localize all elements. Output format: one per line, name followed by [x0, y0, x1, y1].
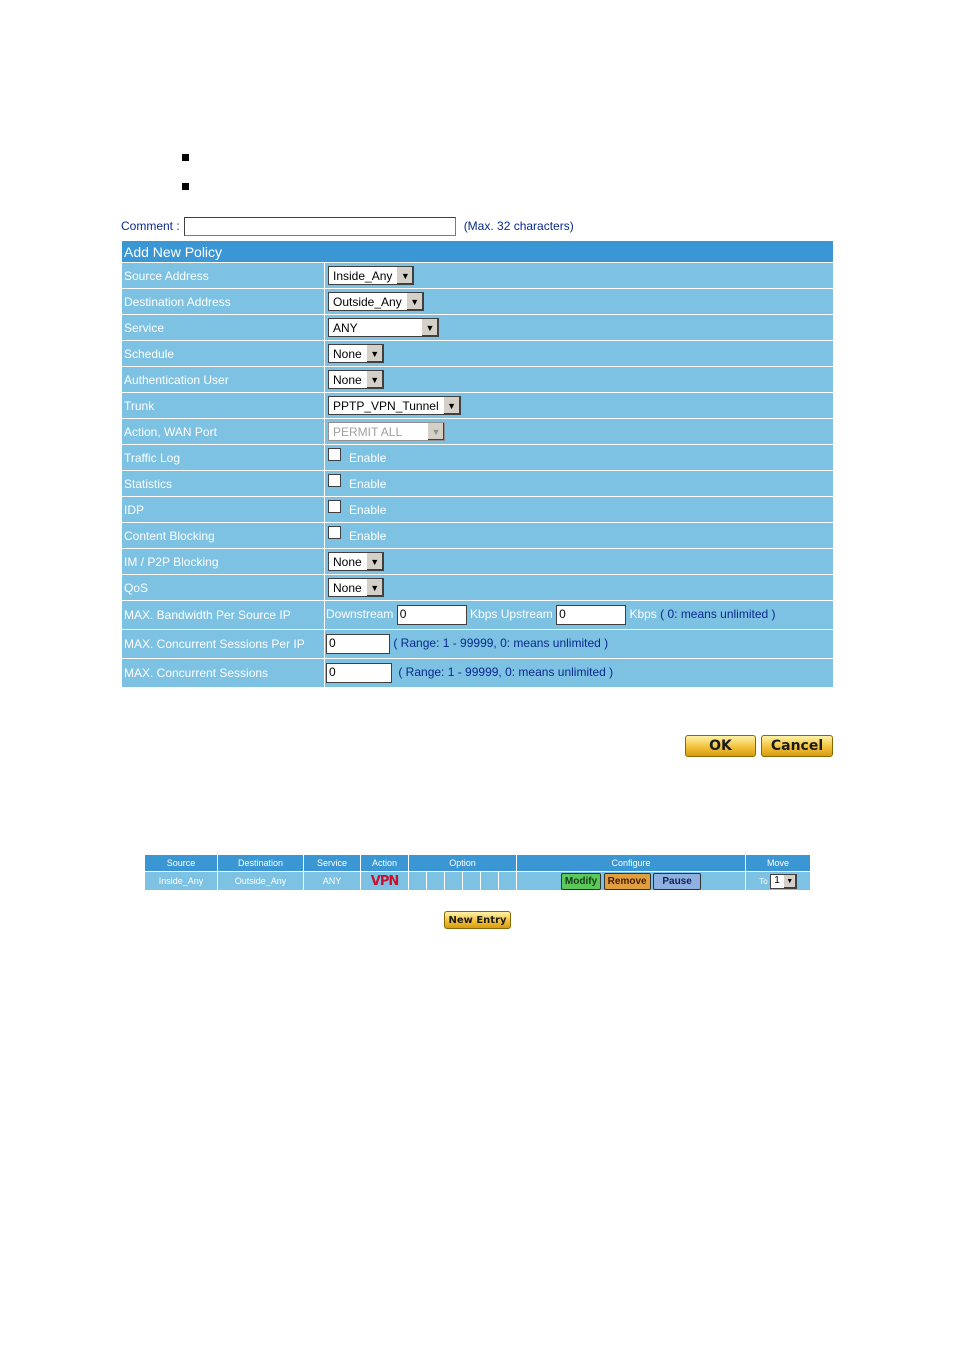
content-blocking-label: Content Blocking [122, 523, 325, 549]
downstream-input[interactable]: 0 [397, 605, 467, 625]
chevron-down-icon: ▼ [443, 397, 460, 414]
im-p2p-label: IM / P2P Blocking [122, 549, 325, 575]
comment-hint: (Max. 32 characters) [463, 219, 574, 233]
auth-user-select[interactable]: None ▼ [328, 370, 384, 389]
chevron-down-icon: ▼ [366, 579, 383, 596]
sessions-per-ip-hint: ( Range: 1 - 99999, 0: means unlimited ) [393, 636, 609, 651]
col-action: Action [361, 855, 409, 872]
upstream-label: Kbps Upstream [470, 607, 553, 622]
row-service: ANY [304, 872, 361, 891]
bullet-1 [182, 154, 189, 161]
pause-button[interactable]: Pause [653, 873, 701, 890]
checkbox-icon [328, 474, 341, 487]
checkbox-icon [328, 448, 341, 461]
chevron-down-icon: ▼ [366, 553, 383, 570]
chevron-down-icon: ▼ [396, 267, 413, 284]
row-destination: Outside_Any [218, 872, 304, 891]
source-address-select[interactable]: Inside_Any ▼ [328, 266, 414, 285]
col-service: Service [304, 855, 361, 872]
col-destination: Destination [218, 855, 304, 872]
col-configure: Configure [517, 855, 746, 872]
action-wan-port-select: PERMIT ALL ▼ [328, 422, 445, 441]
chevron-down-icon: ▼ [366, 345, 383, 362]
ok-button[interactable]: OK [685, 735, 756, 757]
table-row [145, 872, 811, 891]
destination-address-label: Destination Address [122, 289, 325, 315]
chevron-down-icon: ▼ [427, 423, 444, 440]
col-move: Move [746, 855, 811, 872]
col-option: Option [409, 855, 517, 872]
traffic-log-label: Traffic Log [122, 445, 325, 471]
im-p2p-select[interactable]: None ▼ [328, 552, 384, 571]
row-option [409, 872, 517, 891]
new-entry-button[interactable]: New Entry [444, 911, 511, 929]
qos-select[interactable]: None ▼ [328, 578, 384, 597]
row-action [361, 872, 409, 891]
move-select[interactable]: 1 ▼ [770, 874, 797, 889]
bandwidth-hint: ( 0: means unlimited ) [660, 607, 776, 622]
schedule-select[interactable]: None ▼ [328, 344, 384, 363]
checkbox-icon [328, 500, 341, 513]
qos-label: QoS [122, 575, 325, 601]
col-source: Source [145, 855, 218, 872]
remove-button[interactable]: Remove [604, 873, 651, 890]
row-configure [517, 872, 746, 891]
idp-label: IDP [122, 497, 325, 523]
modify-button[interactable]: Modify [561, 873, 601, 890]
service-label: Service [122, 315, 325, 341]
downstream-label: Downstream [326, 607, 394, 622]
idp-checkbox[interactable]: Enable [328, 503, 386, 517]
comment-row [121, 214, 574, 238]
chevron-down-icon: ▼ [783, 875, 796, 888]
upstream-unit: Kbps [629, 607, 657, 622]
cancel-button[interactable]: Cancel [761, 735, 833, 757]
sessions-per-ip-label: MAX. Concurrent Sessions Per IP [122, 630, 325, 659]
vpn-icon: VPN [370, 873, 399, 889]
traffic-log-checkbox[interactable]: Enable [328, 451, 386, 465]
row-move [746, 872, 811, 891]
move-to-label: To [759, 876, 768, 886]
sessions-input[interactable]: 0 [326, 663, 392, 683]
source-address-label: Source Address [122, 263, 325, 289]
service-select[interactable]: ANY ▼ [328, 318, 439, 337]
upstream-input[interactable]: 0 [556, 605, 626, 625]
trunk-label: Trunk [122, 393, 325, 419]
statistics-label: Statistics [122, 471, 325, 497]
trunk-select[interactable]: PPTP_VPN_Tunnel ▼ [328, 396, 461, 415]
chevron-down-icon: ▼ [366, 371, 383, 388]
sessions-per-ip-input[interactable]: 0 [326, 634, 390, 654]
schedule-label: Schedule [122, 341, 325, 367]
row-source: Inside_Any [145, 872, 218, 891]
policy-title: Add New Policy [122, 241, 834, 263]
chevron-down-icon: ▼ [406, 293, 423, 310]
content-blocking-checkbox[interactable]: Enable [328, 529, 386, 543]
auth-user-label: Authentication User [122, 367, 325, 393]
chevron-down-icon: ▼ [421, 319, 438, 336]
bandwidth-label: MAX. Bandwidth Per Source IP [122, 601, 325, 630]
bullet-2 [182, 183, 189, 190]
comment-label: Comment : [121, 219, 180, 233]
sessions-hint: ( Range: 1 - 99999, 0: means unlimited ) [398, 665, 614, 680]
comment-input[interactable] [184, 217, 456, 236]
action-wan-port-label: Action, WAN Port [122, 419, 325, 445]
destination-address-select[interactable]: Outside_Any ▼ [328, 292, 424, 311]
add-policy-table [121, 240, 834, 688]
sessions-label: MAX. Concurrent Sessions [122, 659, 325, 688]
checkbox-icon [328, 526, 341, 539]
policy-list-table [144, 854, 811, 891]
statistics-checkbox[interactable]: Enable [328, 477, 386, 491]
